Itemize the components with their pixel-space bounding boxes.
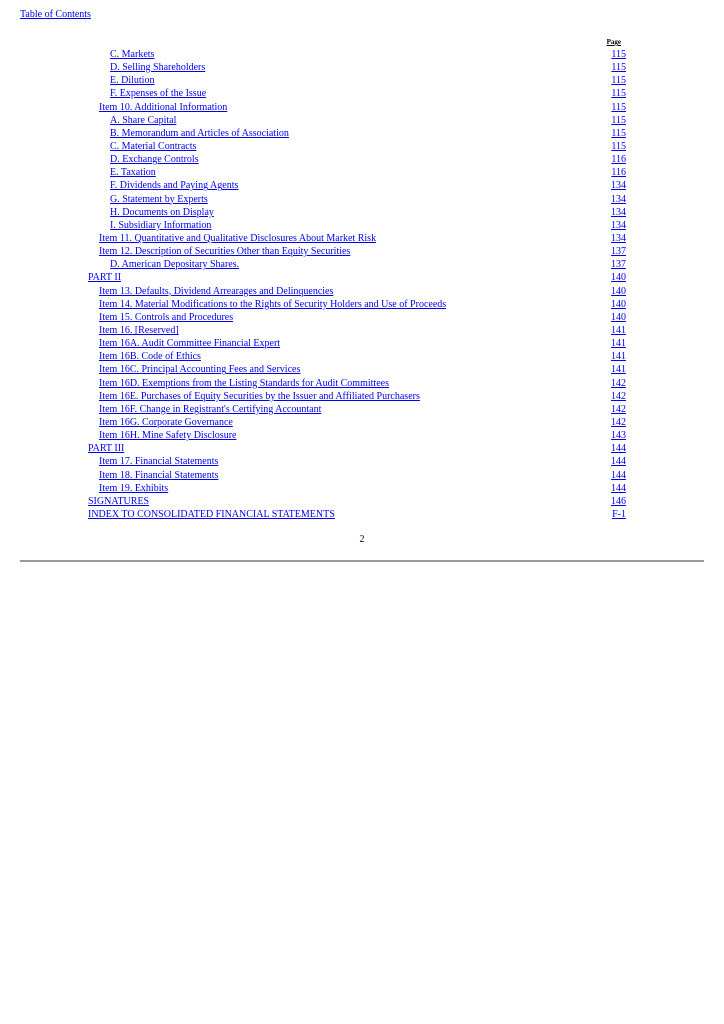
toc-entry-link[interactable]: I. Subsidiary Information bbox=[110, 219, 212, 231]
toc-entry bbox=[88, 390, 626, 403]
toc-entries bbox=[88, 48, 626, 521]
toc-page-link[interactable]: 115 bbox=[611, 101, 626, 113]
page-column-label: Page bbox=[606, 38, 621, 46]
toc-entry bbox=[88, 114, 626, 127]
toc-entry-link[interactable]: Item 16C. Principal Accounting Fees and Services bbox=[99, 364, 301, 376]
toc-entry-link[interactable]: C. Markets bbox=[110, 49, 155, 60]
toc-entry bbox=[88, 442, 626, 455]
page-number: 2 bbox=[359, 534, 365, 545]
toc-entry-link[interactable]: D. Exchange Controls bbox=[110, 154, 199, 166]
toc-entry-link[interactable]: F. Dividends and Paying Agents bbox=[110, 180, 239, 192]
toc-page-link[interactable]: 144 bbox=[611, 469, 626, 481]
toc-entry bbox=[88, 469, 626, 482]
toc-entry-link[interactable]: D. American Depositary Shares. bbox=[110, 259, 240, 271]
toc-entry bbox=[88, 179, 626, 192]
toc-page-link[interactable]: 137 bbox=[611, 259, 626, 271]
toc-entry-link[interactable]: Item 13. Defaults, Dividend Arrearages and Delinquencies bbox=[99, 285, 334, 297]
toc-entry bbox=[88, 350, 626, 363]
toc-entry-link[interactable]: PART II bbox=[88, 272, 122, 284]
toc-entry-link[interactable]: E. Taxation bbox=[110, 167, 156, 179]
toc-entry-link[interactable]: PART III bbox=[88, 443, 125, 455]
toc-entry bbox=[88, 232, 626, 245]
toc-page-link[interactable]: 115 bbox=[611, 49, 626, 60]
toc-entry-link[interactable]: Item 16. [Reserved] bbox=[99, 324, 179, 336]
toc-entry bbox=[88, 416, 626, 429]
toc-entry-link[interactable]: Item 11. Quantitative and Qualitative Disclosures About Market Risk bbox=[99, 232, 377, 244]
toc-entry bbox=[88, 245, 626, 258]
toc-entry-link[interactable]: Item 16B. Code of Ethics bbox=[99, 351, 201, 363]
toc-entry bbox=[88, 311, 626, 324]
toc-page-link[interactable]: 115 bbox=[611, 114, 626, 126]
toc-page-link[interactable]: 141 bbox=[611, 324, 626, 336]
toc-entry bbox=[88, 193, 626, 206]
toc-page-link[interactable]: 134 bbox=[611, 232, 626, 244]
toc-page-link[interactable]: 142 bbox=[611, 390, 626, 402]
toc-entry-link[interactable]: G. Statement by Experts bbox=[110, 193, 208, 205]
toc-entry-link[interactable]: Item 15. Controls and Procedures bbox=[99, 311, 234, 323]
toc-page-link[interactable]: 144 bbox=[611, 482, 626, 494]
toc-entry-link[interactable]: Item 16H. Mine Safety Disclosure bbox=[99, 430, 237, 442]
toc-entry-link[interactable]: H. Documents on Display bbox=[110, 206, 214, 218]
toc-entry bbox=[88, 87, 626, 100]
toc-entry-link[interactable]: F. Expenses of the Issue bbox=[110, 88, 207, 100]
toc-entry bbox=[88, 101, 626, 114]
page-column-header bbox=[88, 38, 626, 48]
toc-entry-link[interactable]: Item 16E. Purchases of Equity Securities by the Issuer and Affiliated Purchasers bbox=[99, 390, 420, 402]
toc-entry bbox=[88, 219, 626, 232]
toc-entry bbox=[88, 74, 626, 87]
toc-page-link[interactable]: 140 bbox=[611, 285, 626, 297]
toc-entry bbox=[88, 153, 626, 166]
table-of-contents bbox=[88, 38, 626, 521]
toc-entry bbox=[88, 482, 626, 495]
toc-entry-link[interactable]: B. Memorandum and Articles of Association bbox=[110, 127, 289, 139]
toc-entry bbox=[88, 271, 626, 284]
toc-entry-link[interactable]: Item 16F. Change in Registrant's Certifying Accountant bbox=[99, 403, 322, 415]
toc-page-link[interactable]: 134 bbox=[611, 180, 626, 192]
toc-entry bbox=[88, 429, 626, 442]
toc-entry-link[interactable]: E. Dilution bbox=[110, 75, 155, 87]
toc-entry bbox=[88, 206, 626, 219]
toc-page-link[interactable]: 115 bbox=[611, 62, 626, 74]
toc-entry bbox=[88, 61, 626, 74]
toc-page-link[interactable]: 141 bbox=[611, 351, 626, 363]
toc-entry-link[interactable]: Item 10. Additional Information bbox=[99, 101, 228, 113]
toc-entry bbox=[88, 166, 626, 179]
toc-page-link[interactable]: 142 bbox=[611, 403, 626, 415]
toc-page-link[interactable]: 115 bbox=[611, 127, 626, 139]
toc-entry bbox=[88, 324, 626, 337]
toc-entry bbox=[88, 363, 626, 376]
toc-entry bbox=[88, 508, 626, 521]
toc-page-link[interactable]: 134 bbox=[611, 193, 626, 205]
toc-page-link[interactable]: 140 bbox=[611, 311, 626, 323]
toc-entry-link[interactable]: D. Selling Shareholders bbox=[110, 62, 206, 74]
toc-entry bbox=[88, 495, 626, 508]
toc-page-link[interactable]: 141 bbox=[611, 338, 626, 350]
toc-entry-link[interactable]: Item 18. Financial Statements bbox=[99, 469, 219, 481]
table-of-contents-link[interactable]: Table of Contents bbox=[20, 9, 91, 20]
toc-entry-link[interactable]: A. Share Capital bbox=[110, 114, 177, 126]
toc-page-link[interactable]: 144 bbox=[611, 456, 626, 468]
toc-entry-link[interactable]: C. Material Contracts bbox=[110, 140, 197, 152]
page-divider bbox=[20, 560, 704, 562]
toc-entry bbox=[88, 298, 626, 311]
toc-page-link[interactable]: 115 bbox=[611, 88, 626, 100]
toc-page-link[interactable]: 142 bbox=[611, 377, 626, 389]
toc-page-link[interactable]: 146 bbox=[611, 495, 626, 507]
toc-entry-link[interactable]: Item 14. Material Modifications to the Rights of Security Holders and Use of Proceeds bbox=[99, 298, 447, 310]
toc-entry-link[interactable]: SIGNATURES bbox=[88, 495, 150, 507]
toc-entry-link[interactable]: Item 16D. Exemptions from the Listing Standards for Audit Committees bbox=[99, 377, 389, 389]
toc-page-link[interactable]: 115 bbox=[611, 75, 626, 87]
toc-entry-link[interactable]: Item 17. Financial Statements bbox=[99, 456, 219, 468]
toc-page-link[interactable]: 140 bbox=[611, 298, 626, 310]
toc-entry bbox=[88, 127, 626, 140]
toc-page-link[interactable]: 140 bbox=[611, 272, 626, 284]
toc-page-link[interactable]: 134 bbox=[611, 219, 626, 231]
toc-entry bbox=[88, 337, 626, 350]
toc-entry bbox=[88, 140, 626, 153]
toc-entry-link[interactable]: INDEX TO CONSOLIDATED FINANCIAL STATEMENTS bbox=[88, 508, 335, 520]
toc-page-link[interactable]: 143 bbox=[611, 430, 626, 442]
toc-entry bbox=[88, 48, 626, 61]
toc-page-link[interactable]: 134 bbox=[611, 206, 626, 218]
toc-entry bbox=[88, 258, 626, 271]
toc-page-link[interactable]: 116 bbox=[611, 167, 626, 179]
toc-entry bbox=[88, 285, 626, 298]
toc-entry bbox=[88, 377, 626, 390]
toc-page-link[interactable]: 137 bbox=[611, 246, 626, 258]
toc-page-link[interactable]: 144 bbox=[611, 443, 626, 455]
toc-entry-link[interactable]: Item 12. Description of Securities Other than Equity Securities bbox=[99, 246, 351, 258]
toc-entry bbox=[88, 403, 626, 416]
toc-entry-link[interactable]: Item 16A. Audit Committee Financial Expert bbox=[99, 338, 281, 350]
toc-page-link[interactable]: 142 bbox=[611, 416, 626, 428]
toc-page-link[interactable]: 116 bbox=[611, 154, 626, 166]
toc-entry-link[interactable]: Item 19. Exhibits bbox=[99, 482, 169, 494]
toc-entry bbox=[88, 455, 626, 468]
toc-entry-link[interactable]: Item 16G. Corporate Governance bbox=[99, 416, 233, 428]
toc-page-link[interactable]: 115 bbox=[611, 140, 626, 152]
toc-page-link[interactable]: F-1 bbox=[612, 508, 626, 520]
toc-page-link[interactable]: 141 bbox=[611, 364, 626, 376]
